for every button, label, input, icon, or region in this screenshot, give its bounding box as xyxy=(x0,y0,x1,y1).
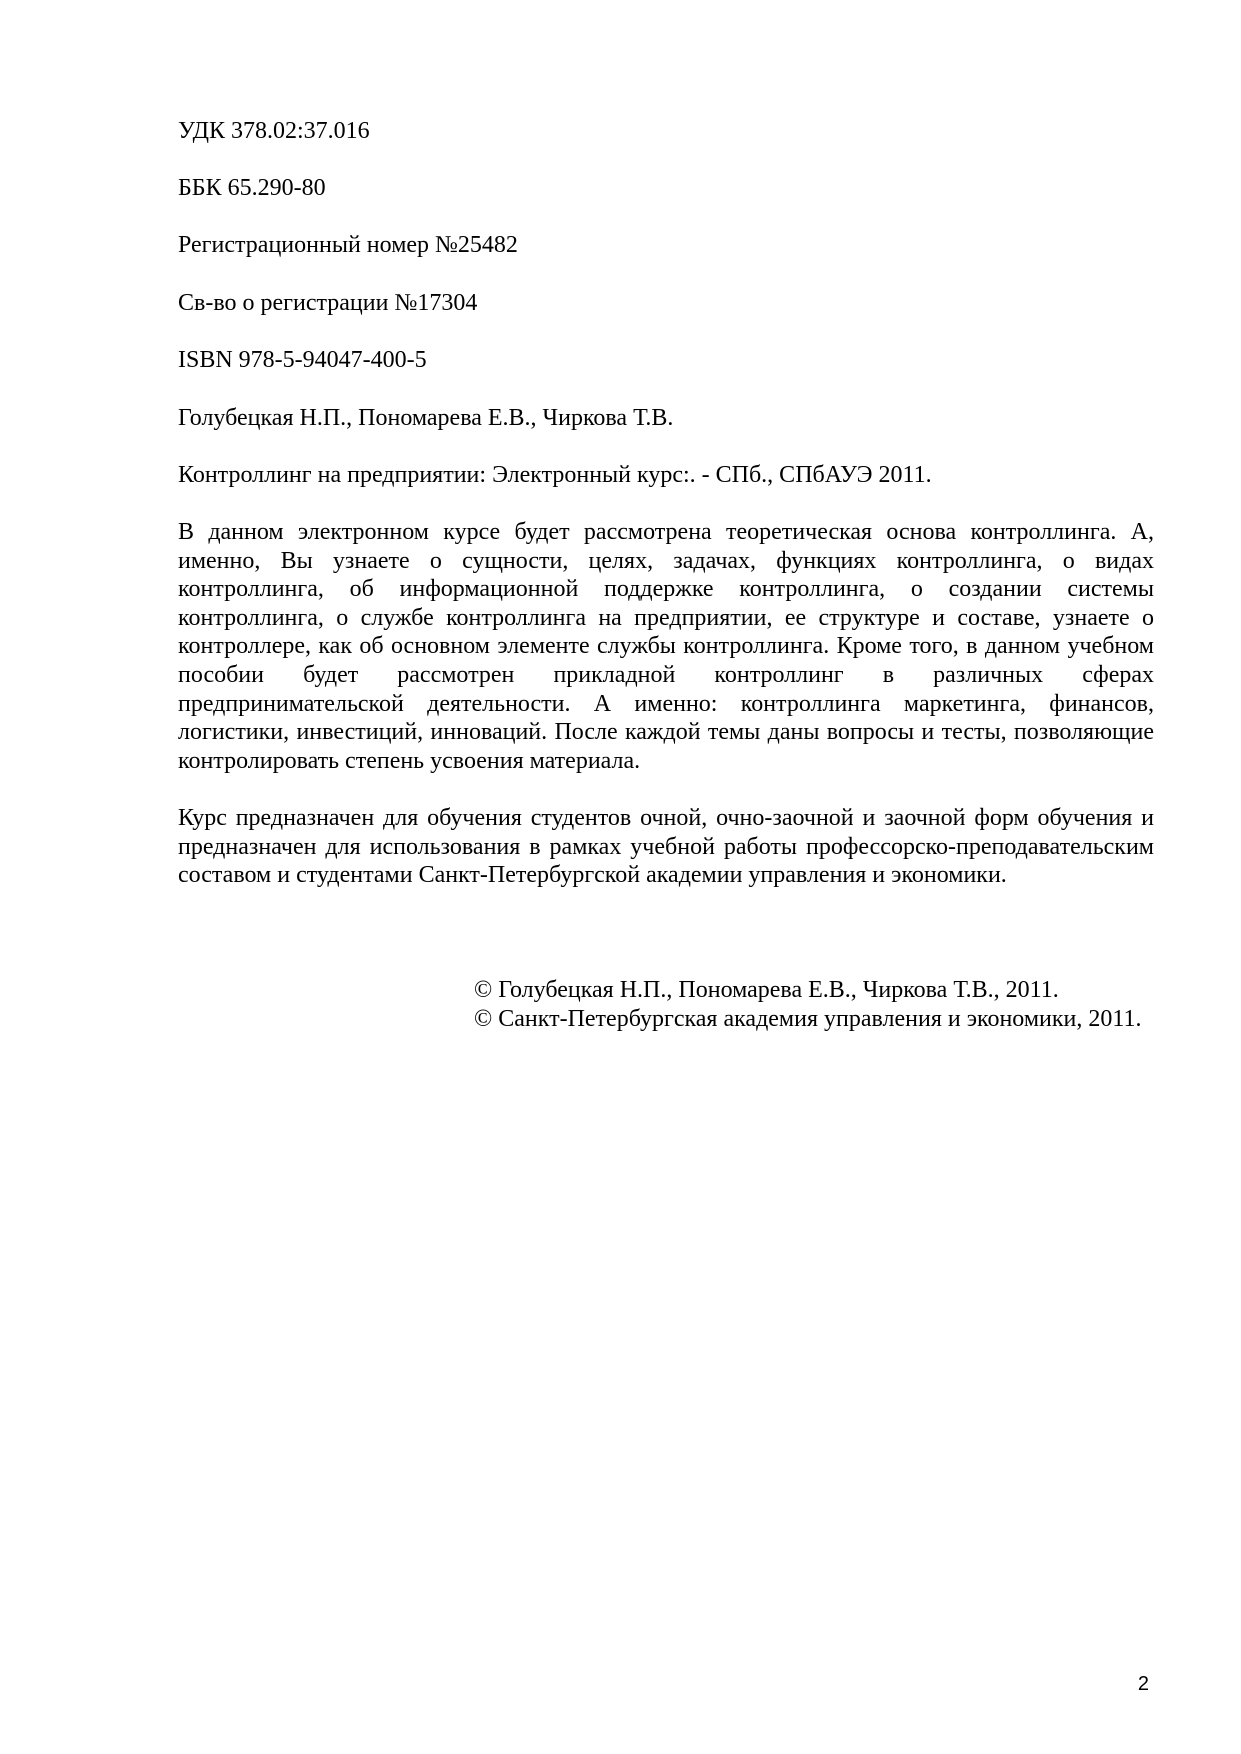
bbk-line: ББК 65.290-80 xyxy=(178,175,326,201)
registration-number: Регистрационный номер №25482 xyxy=(178,232,518,258)
copyright-authors: © Голубецкая Н.П., Пономарева Е.В., Чиркова Т.В., 2011. xyxy=(474,977,1059,1003)
bibliographic-title: Контроллинг на предприятии: Электронный курс:. - СПб., СПбАУЭ 2011. xyxy=(178,462,932,488)
registration-certificate: Св-во о регистрации №17304 xyxy=(178,290,478,316)
page-number: 2 xyxy=(1137,1673,1149,1695)
udk-line: УДК 378.02:37.016 xyxy=(178,118,370,144)
authors-line: Голубецкая Н.П., Пономарева Е.В., Чиркова Т.В. xyxy=(178,405,674,431)
annotation-paragraph: В данном электронном курсе будет рассмотрена теоретическая основа контроллинга. А, именно, Вы узнаете о сущности, целях, задачах, функциях контроллинга, о видах контроллинга, об информационной поддержке контроллинга, о создании системы контроллинга, о службе контроллинга на предприятии, ее структуре и составе, узнаете о контроллере, как об основном элементе службы контроллинга. Кроме того, в данном учебном пособии будет рассмотрен прикладной контроллинг в различных сферах предпринимательской деятельности. А именно: контроллинга маркетинга, финансов, логистики, инвестиций, инноваций. После каждой темы даны вопросы и тесты, позволяющие контролировать степень усвоения материала. xyxy=(178,519,1154,774)
audience-paragraph: Курс предназначен для обучения студентов очной, очно-заочной и заочной форм обучения и предназначен для использования в рамках учебной работы профессорско-преподавательским составом и студентами Санкт-Петербургской академии управления и экономики. xyxy=(178,805,1154,889)
isbn-line: ISBN 978-5-94047-400-5 xyxy=(178,347,427,373)
copyright-block xyxy=(474,976,1154,1034)
copyright-academy: © Санкт-Петербургская академия управления и экономики, 2011. xyxy=(474,1006,1142,1032)
